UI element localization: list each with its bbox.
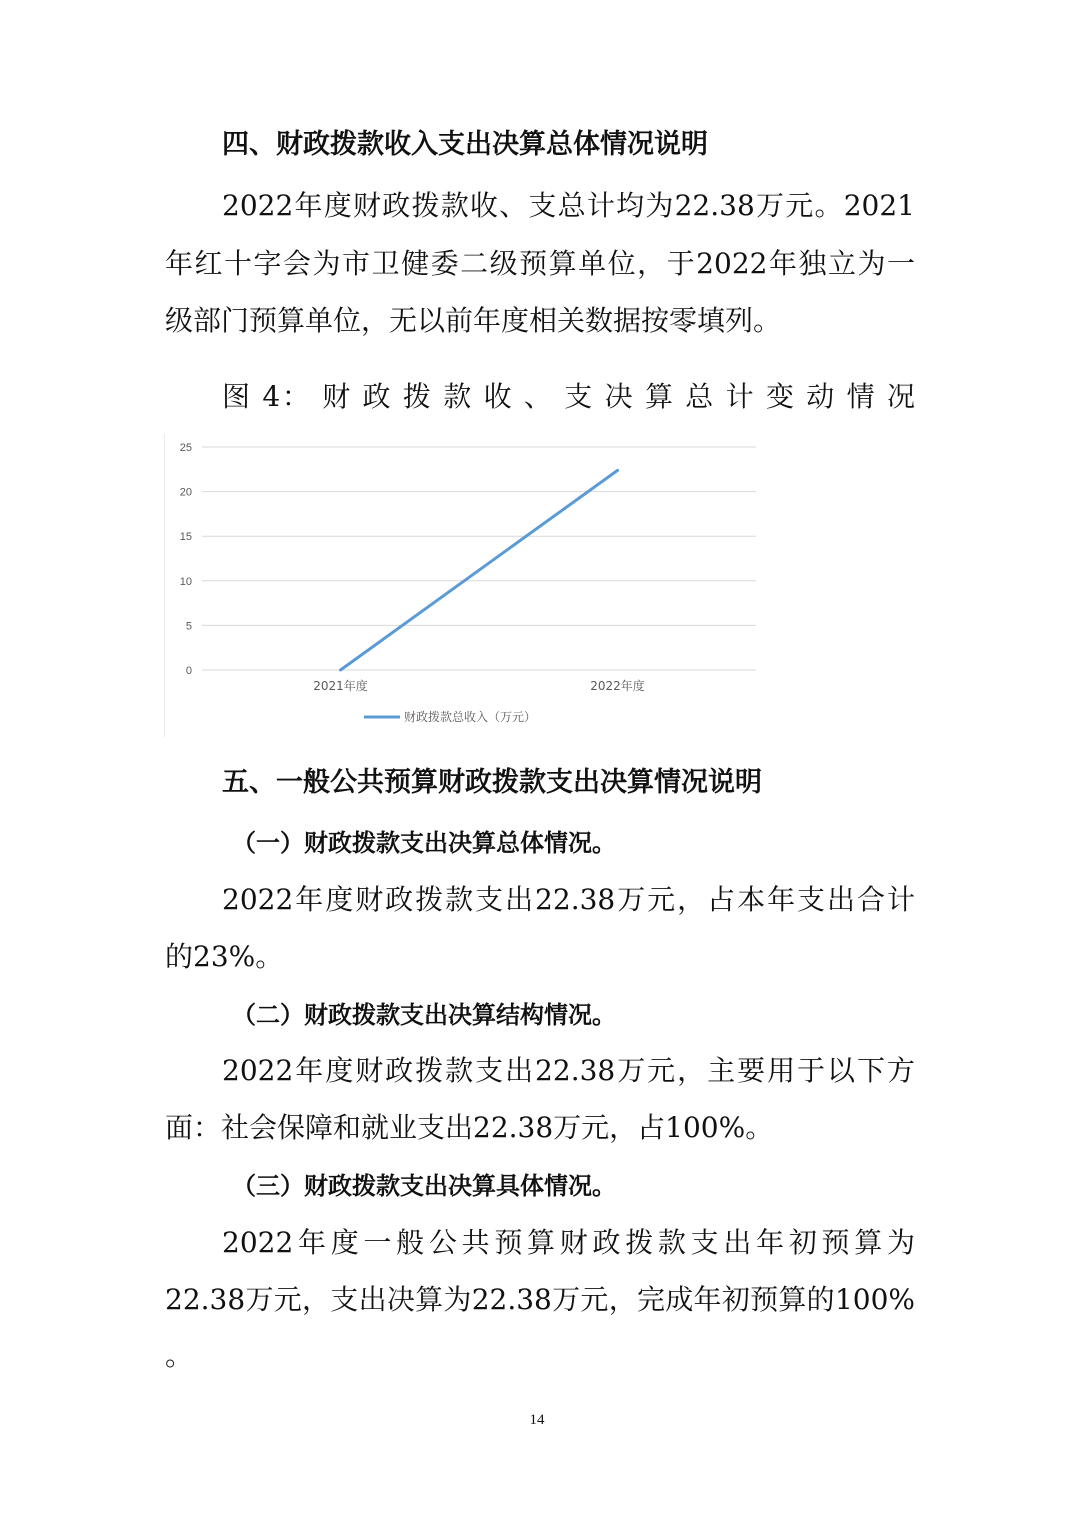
y-tick-label: 15 — [179, 531, 192, 544]
paragraph-line: 的23%。 — [165, 940, 284, 973]
figure-caption: 图 4： 财 政 拨 款 收 、 支 决 算 总 计 变 动 情 况 — [222, 380, 915, 413]
y-tick-label: 25 — [179, 442, 192, 454]
paragraph-line: 面：社会保障和就业支出22.38万元，占100%。 — [165, 1111, 774, 1144]
series-line — [341, 470, 618, 670]
paragraph-line: 2022年度一般公共预算财政拨款支出年初预算为 — [222, 1226, 915, 1259]
legend-label: 财政拨款总收入（万元） — [404, 710, 537, 724]
x-tick-label: 2022年度 — [590, 679, 645, 693]
paragraph-line: 2022年度财政拨款收、支总计均为22.38万元。2021 — [222, 189, 915, 222]
paragraph-line: 年红十字会为市卫健委二级预算单位，于2022年独立为一 — [165, 247, 915, 280]
x-tick-label: 2021年度 — [313, 679, 368, 693]
data-point — [616, 469, 619, 472]
data-point — [339, 669, 342, 672]
paragraph-line: 。 — [165, 1339, 194, 1372]
paragraph-line: 级部门预算单位，无以前年度相关数据按零填列。 — [165, 304, 782, 337]
paragraph-line: 2022年度财政拨款支出22.38万元，主要用于以下方 — [222, 1054, 915, 1087]
y-tick-label: 5 — [185, 620, 192, 633]
paragraph-line: 22.38万元，支出决算为22.38万元，完成年初预算的100% — [165, 1283, 915, 1316]
line-chart — [164, 432, 764, 737]
page-number: 14 — [529, 1412, 545, 1428]
section5-heading: 五、一般公共预算财政拨款支出决算情况说明 — [222, 767, 762, 798]
y-tick-label: 20 — [179, 486, 192, 499]
y-tick-label: 0 — [185, 665, 192, 677]
y-tick-label: 10 — [179, 575, 192, 588]
subheading-2: （二）财政拨款支出决算结构情况。 — [232, 1001, 616, 1029]
paragraph-line: 2022年度财政拨款支出22.38万元，占本年支出合计 — [222, 883, 915, 916]
subheading-1: （一）财政拨款支出决算总体情况。 — [232, 829, 616, 857]
subheading-3: （三）财政拨款支出决算具体情况。 — [232, 1172, 616, 1200]
section4-heading: 四、财政拨款收入支出决算总体情况说明 — [222, 129, 708, 160]
